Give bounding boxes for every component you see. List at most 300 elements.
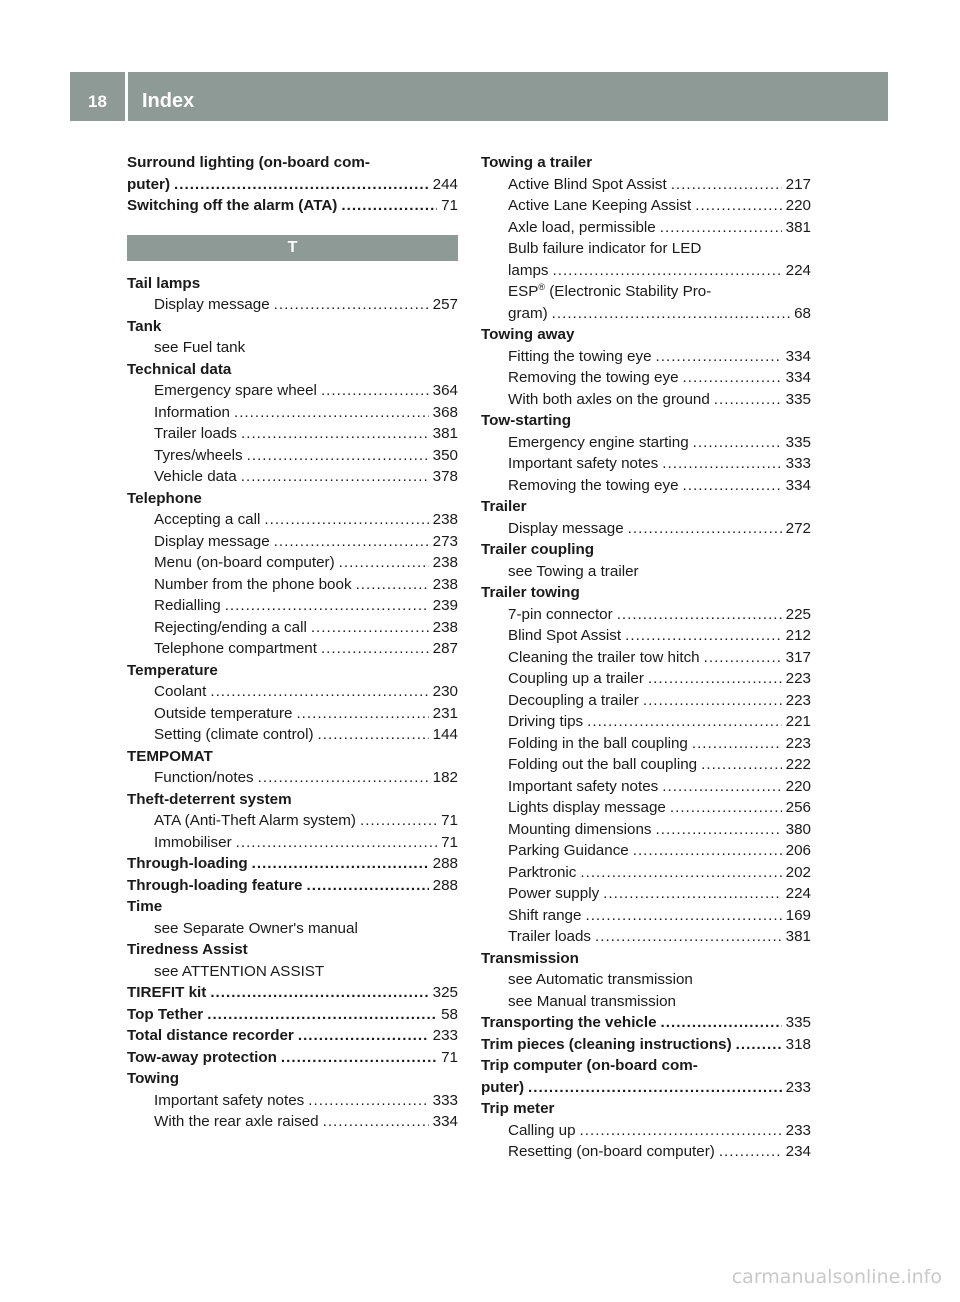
index-entry: [481, 174, 811, 196]
dot-leader: [321, 380, 429, 402]
index-entry: [481, 926, 811, 948]
index-entry: [481, 260, 811, 282]
entry-text: Axle load, permissible: [508, 218, 656, 236]
entry-page-number[interactable]: 239: [432, 597, 458, 614]
index-entry: [481, 1141, 811, 1163]
entry-page-number[interactable]: 238: [432, 575, 458, 593]
entry-text: Towing away: [481, 326, 575, 343]
index-entry: [481, 604, 811, 626]
dot-leader: [692, 733, 782, 755]
dot-leader: [207, 1004, 437, 1026]
entry-text: Tank: [127, 317, 162, 335]
dot-leader: [341, 195, 437, 217]
entry-page-number[interactable]: 288: [432, 876, 458, 894]
entry-text: see Separate Owner's manual: [154, 919, 358, 937]
dot-leader: [660, 217, 782, 239]
index-entry: [127, 617, 458, 639]
dot-leader: [580, 1120, 782, 1142]
entry-text: Menu (on-board computer): [154, 554, 335, 571]
entry-page-number[interactable]: 224: [785, 261, 811, 279]
entry-text: Transporting the vehicle: [481, 1014, 657, 1031]
entry-text: Lights display message: [508, 799, 666, 816]
entry-text: Coupling up a trailer: [508, 670, 644, 687]
index-entry: [127, 638, 458, 660]
entry-text: Tyres/wheels: [154, 446, 243, 464]
entry-text: Total distance recorder: [127, 1027, 294, 1044]
entry-text: Important safety notes: [508, 777, 659, 795]
dot-leader: [360, 810, 437, 832]
entry-page-number[interactable]: 378: [432, 468, 458, 485]
entry-page-number[interactable]: 364: [432, 382, 458, 399]
dot-leader: [671, 174, 782, 196]
entry-text: Surround lighting (on-board com-: [127, 154, 370, 171]
index-entry: [481, 862, 811, 884]
entry-text: Theft-deterrent system: [127, 790, 292, 808]
index-entry: [127, 595, 458, 617]
header-divider: [125, 72, 128, 121]
index-entry: [127, 1025, 458, 1047]
entry-page-number[interactable]: 217: [785, 175, 811, 193]
dot-leader: [339, 552, 429, 574]
index-entry: [127, 402, 458, 424]
entry-page-number[interactable]: 325: [432, 984, 458, 1001]
dot-leader: [323, 1111, 429, 1133]
entry-page-number[interactable]: 335: [785, 1014, 811, 1031]
index-entry: [481, 539, 811, 561]
entry-page-number[interactable]: 220: [785, 777, 811, 795]
entry-text: Emergency engine starting: [508, 433, 689, 451]
index-entry: [127, 1090, 458, 1112]
entry-page-number[interactable]: 334: [785, 369, 811, 386]
index-entry: [481, 1120, 811, 1142]
index-entry: [481, 797, 811, 819]
index-entry: [127, 1068, 458, 1090]
entry-text: Trailer towing: [481, 584, 580, 601]
entry-text: puter): [127, 175, 171, 193]
entry-text: see Fuel tank: [154, 339, 246, 356]
entry-page-number[interactable]: 288: [432, 855, 458, 872]
index-entry: [127, 982, 458, 1004]
entry-page-number[interactable]: 381: [432, 425, 458, 442]
index-entry: [127, 294, 458, 316]
index-entry: [481, 883, 811, 905]
dot-leader: [701, 754, 782, 776]
index-entry: [127, 1047, 458, 1069]
entry-text: Information: [154, 403, 230, 421]
dot-leader: [683, 475, 782, 497]
index-entry: [127, 380, 458, 402]
entry-text: Tow-away protection: [127, 1048, 277, 1066]
index-entry: [481, 1055, 811, 1077]
index-entry: [127, 445, 458, 467]
entry-text: Trip computer (on-board com-: [481, 1057, 698, 1074]
entry-page-number[interactable]: 333: [432, 1091, 458, 1109]
index-entry: [127, 918, 458, 940]
entry-page-number[interactable]: 318: [785, 1035, 811, 1053]
index-entry: [127, 832, 458, 854]
entry-text: 7-pin connector: [508, 605, 613, 623]
index-entry: [481, 303, 811, 325]
entry-page-number[interactable]: 144: [432, 726, 458, 743]
entry-text: Transmission: [481, 949, 579, 967]
entry-text: Display message: [154, 296, 270, 313]
index-entry: [127, 552, 458, 574]
index-entry: [481, 1012, 811, 1034]
dot-leader: [252, 853, 429, 875]
entry-text: Function/notes: [154, 769, 254, 786]
entry-text: Number from the phone book: [154, 575, 352, 593]
entry-page-number[interactable]: 380: [785, 820, 811, 838]
index-entry: [481, 1034, 811, 1056]
entry-page-number[interactable]: 244: [432, 175, 458, 193]
index-entry: [127, 273, 458, 295]
entry-page-number[interactable]: 381: [785, 218, 811, 236]
section-title: Index: [142, 90, 195, 112]
index-entry: [127, 509, 458, 531]
entry-page-number[interactable]: 257: [432, 296, 458, 313]
dot-leader: [307, 875, 429, 897]
entry-text: Display message: [154, 532, 270, 550]
entry-text: Towing a trailer: [481, 154, 593, 171]
entry-text: Through-loading feature: [127, 876, 303, 894]
entry-page-number[interactable]: 233: [432, 1027, 458, 1044]
index-entry: [481, 518, 811, 540]
entry-text: Trip meter: [481, 1100, 555, 1117]
entry-page-number[interactable]: 335: [785, 390, 811, 408]
entry-text: Folding in the ball coupling: [508, 734, 688, 752]
dot-leader: [552, 303, 790, 325]
entry-text: Removing the towing eye: [508, 369, 679, 386]
entry-text: Tow-starting: [481, 412, 571, 429]
entry-text: puter): [481, 1078, 525, 1096]
entry-page-number[interactable]: 230: [432, 683, 458, 700]
index-entry: [127, 423, 458, 445]
index-entry: [127, 488, 458, 510]
entry-page-number[interactable]: 333: [785, 455, 811, 472]
entry-page-number[interactable]: 233: [785, 1078, 811, 1096]
entry-text: Cleaning the trailer tow hitch: [508, 648, 700, 666]
entry-text: Parking Guidance: [508, 842, 629, 859]
index-entry: [481, 905, 811, 927]
index-entry: [481, 367, 811, 389]
dot-leader: [661, 1012, 782, 1034]
dot-leader: [683, 367, 782, 389]
dot-leader: [656, 819, 782, 841]
page-header: [70, 72, 888, 121]
entry-text: Redialling: [154, 597, 221, 614]
entry-text: ESP® (Electronic Stability Pro-: [508, 281, 712, 300]
dot-leader: [670, 797, 782, 819]
entry-text: Calling up: [508, 1121, 576, 1139]
entry-text: Shift range: [508, 906, 582, 924]
index-entry: [481, 475, 811, 497]
index-entry: [127, 195, 458, 217]
entry-text: see Manual transmission: [508, 992, 676, 1010]
entry-text: Technical data: [127, 360, 232, 378]
dot-leader: [247, 445, 429, 467]
entry-text: Resetting (on-board computer): [508, 1143, 715, 1160]
index-entry: [481, 561, 811, 583]
index-entry: [481, 1098, 811, 1120]
entry-page-number[interactable]: 335: [785, 433, 811, 451]
index-entry: [481, 410, 811, 432]
dot-leader: [719, 1141, 782, 1163]
entry-text: Trailer coupling: [481, 541, 595, 558]
index-entry: [481, 625, 811, 647]
index-entry: [127, 531, 458, 553]
entry-page-number[interactable]: 256: [785, 799, 811, 816]
entry-text: see Automatic transmission: [508, 971, 693, 988]
entry-page-number[interactable]: 233: [785, 1121, 811, 1139]
entry-text: Important safety notes: [154, 1091, 305, 1109]
entry-page-number[interactable]: 334: [785, 347, 811, 365]
entry-text: Immobiliser: [154, 833, 232, 851]
entry-text: Vehicle data: [154, 468, 237, 485]
entry-text: Temperature: [127, 661, 218, 679]
dot-leader: [281, 1047, 437, 1069]
dot-leader: [736, 1034, 782, 1056]
dot-leader: [321, 638, 429, 660]
entry-text: Removing the towing eye: [508, 476, 679, 494]
entry-page-number[interactable]: 287: [432, 640, 458, 657]
entry-page-number[interactable]: 238: [432, 511, 458, 528]
entry-page-number[interactable]: 231: [432, 704, 458, 722]
entry-text: Trailer: [481, 498, 527, 515]
entry-text: Power supply: [508, 885, 600, 902]
index-entry: [127, 939, 458, 961]
index-entry: [127, 359, 458, 381]
entry-text: Mounting dimensions: [508, 820, 652, 838]
dot-leader: [693, 432, 782, 454]
index-entry: [481, 969, 811, 991]
entry-text: TEMPOMAT: [127, 747, 213, 765]
dot-leader: [318, 724, 429, 746]
entry-text: see Towing a trailer: [508, 562, 639, 580]
dot-leader: [210, 681, 428, 703]
index-entry: [127, 703, 458, 725]
dot-leader: [595, 926, 782, 948]
dot-leader: [210, 982, 428, 1004]
entry-page-number[interactable]: 71: [441, 1048, 458, 1066]
index-entry: [481, 217, 811, 239]
entry-page-number[interactable]: 71: [441, 833, 458, 851]
entry-text: Telephone: [127, 489, 202, 507]
index-entry: [127, 810, 458, 832]
entry-page-number[interactable]: 58: [441, 1005, 458, 1023]
index-entry: [481, 152, 811, 174]
index-entry: [127, 337, 458, 359]
entry-page-number[interactable]: 220: [785, 197, 811, 214]
dot-leader: [704, 647, 782, 669]
index-entry: [481, 819, 811, 841]
entry-page-number[interactable]: 221: [785, 713, 811, 730]
entry-page-number[interactable]: 212: [785, 627, 811, 644]
index-entry: [127, 660, 458, 682]
dot-leader: [311, 617, 429, 639]
entry-page-number[interactable]: 206: [785, 842, 811, 859]
dot-leader: [662, 453, 781, 475]
dot-leader: [241, 423, 429, 445]
entry-page-number[interactable]: 68: [794, 304, 811, 322]
entry-page-number[interactable]: 182: [432, 769, 458, 786]
entry-text: Telephone compartment: [154, 640, 317, 657]
dot-leader: [662, 776, 781, 798]
watermark: carmanualsonline.info: [731, 1266, 942, 1288]
entry-text: Parktronic: [508, 863, 577, 881]
entry-text: Trailer loads: [508, 928, 591, 945]
dot-leader: [528, 1077, 782, 1099]
entry-text: Setting (climate control): [154, 726, 314, 743]
index-entry: [481, 776, 811, 798]
entry-text: With both axles on the ground: [508, 390, 710, 408]
left-entries-main: [127, 273, 458, 1133]
entry-page-number[interactable]: 202: [785, 863, 811, 881]
entry-page-number[interactable]: 71: [441, 197, 458, 214]
entry-page-number[interactable]: 71: [441, 812, 458, 829]
dot-leader: [648, 668, 782, 690]
index-entry: [481, 733, 811, 755]
index-entry: [481, 647, 811, 669]
index-entry: [127, 767, 458, 789]
entry-text: Trailer loads: [154, 425, 237, 442]
index-entry: [481, 668, 811, 690]
entry-page-number[interactable]: 350: [432, 446, 458, 464]
entry-page-number[interactable]: 272: [785, 519, 811, 537]
entry-text: Active Blind Spot Assist: [508, 175, 667, 193]
entry-page-number[interactable]: 381: [785, 928, 811, 945]
entry-text: Outside temperature: [154, 704, 293, 722]
index-entry: [127, 875, 458, 897]
dot-leader: [603, 883, 781, 905]
entry-page-number[interactable]: 238: [432, 554, 458, 571]
dot-leader: [264, 509, 428, 531]
index-entry: [481, 840, 811, 862]
entry-text: Top Tether: [127, 1005, 204, 1023]
entry-text: Decoupling a trailer: [508, 691, 639, 709]
dot-leader: [628, 518, 782, 540]
index-entry: [127, 789, 458, 811]
index-entry: [481, 582, 811, 604]
entry-text: Important safety notes: [508, 455, 659, 472]
entry-text: gram): [508, 304, 548, 322]
entry-page-number[interactable]: 334: [785, 476, 811, 494]
index-entry: [127, 1004, 458, 1026]
dot-leader: [585, 905, 781, 927]
index-entry: [481, 453, 811, 475]
dot-leader: [298, 1025, 429, 1047]
dot-leader: [580, 862, 781, 884]
entry-text: Time: [127, 898, 163, 915]
entry-text: Display message: [508, 519, 624, 537]
index-entry: [127, 853, 458, 875]
index-entry: [127, 174, 458, 196]
index-column-left: [127, 152, 458, 1133]
dot-leader: [643, 690, 782, 712]
entry-page-number[interactable]: 223: [785, 670, 811, 687]
right-entries: [481, 152, 811, 1163]
entry-page-number[interactable]: 368: [432, 403, 458, 421]
entry-text: Towing: [127, 1070, 180, 1087]
entry-text: Blind Spot Assist: [508, 627, 622, 644]
dot-leader: [553, 260, 782, 282]
index-entry: [481, 948, 811, 970]
entry-page-number[interactable]: 223: [785, 734, 811, 752]
index-entry: [481, 324, 811, 346]
dot-leader: [274, 531, 429, 553]
entry-page-number[interactable]: 234: [785, 1143, 811, 1160]
index-entry: [481, 281, 811, 303]
dot-leader: [714, 389, 782, 411]
entry-text: Bulb failure indicator for LED: [508, 240, 702, 257]
entry-page-number[interactable]: 222: [785, 756, 811, 773]
entry-page-number[interactable]: 225: [785, 605, 811, 623]
index-entry: [481, 238, 811, 260]
letter-divider: T: [127, 235, 458, 261]
entry-text: Switching off the alarm (ATA): [127, 197, 338, 214]
dot-leader: [625, 625, 782, 647]
dot-leader: [234, 402, 429, 424]
dot-leader: [356, 574, 429, 596]
entry-page-number[interactable]: 223: [785, 691, 811, 709]
dot-leader: [656, 346, 782, 368]
entry-text: Trim pieces (cleaning instructions): [481, 1035, 732, 1053]
entry-text: Folding out the ball coupling: [508, 756, 698, 773]
dot-leader: [308, 1090, 428, 1112]
dot-leader: [633, 840, 782, 862]
dot-leader: [225, 595, 429, 617]
entry-page-number[interactable]: 169: [785, 906, 811, 924]
dot-leader: [258, 767, 429, 789]
entry-text: Driving tips: [508, 713, 584, 730]
entry-page-number[interactable]: 317: [785, 648, 811, 666]
index-entry: [481, 346, 811, 368]
entry-page-number[interactable]: 273: [432, 532, 458, 550]
entry-text: Active Lane Keeping Assist: [508, 197, 692, 214]
index-entry: [127, 681, 458, 703]
index-entry: [127, 574, 458, 596]
entry-text: TIREFIT kit: [127, 984, 207, 1001]
index-entry: [481, 496, 811, 518]
entry-text: Tail lamps: [127, 274, 201, 292]
index-entry: [127, 896, 458, 918]
entry-page-number[interactable]: 238: [432, 618, 458, 636]
index-entry: [481, 754, 811, 776]
entry-text: Coolant: [154, 683, 207, 700]
left-entries-top: [127, 152, 458, 217]
entry-text: ATA (Anti-Theft Alarm system): [154, 812, 356, 829]
index-entry: [127, 746, 458, 768]
index-entry: [481, 690, 811, 712]
dot-leader: [695, 195, 781, 217]
index-entry: [481, 991, 811, 1013]
dot-leader: [617, 604, 782, 626]
dot-leader: [296, 703, 428, 725]
index-entry: [127, 1111, 458, 1133]
page-number: 18: [88, 92, 107, 111]
entry-page-number[interactable]: 334: [432, 1113, 458, 1130]
index-entry: [481, 432, 811, 454]
entry-text: see ATTENTION ASSIST: [154, 962, 325, 980]
entry-text: lamps: [508, 261, 549, 279]
index-entry: [481, 1077, 811, 1099]
index-entry: [127, 961, 458, 983]
index-entry: [481, 389, 811, 411]
dot-leader: [174, 174, 429, 196]
entry-text: Emergency spare wheel: [154, 382, 317, 399]
entry-text: With the rear axle raised: [154, 1113, 319, 1130]
entry-page-number[interactable]: 224: [785, 885, 811, 902]
index-column-right: [481, 152, 811, 1163]
